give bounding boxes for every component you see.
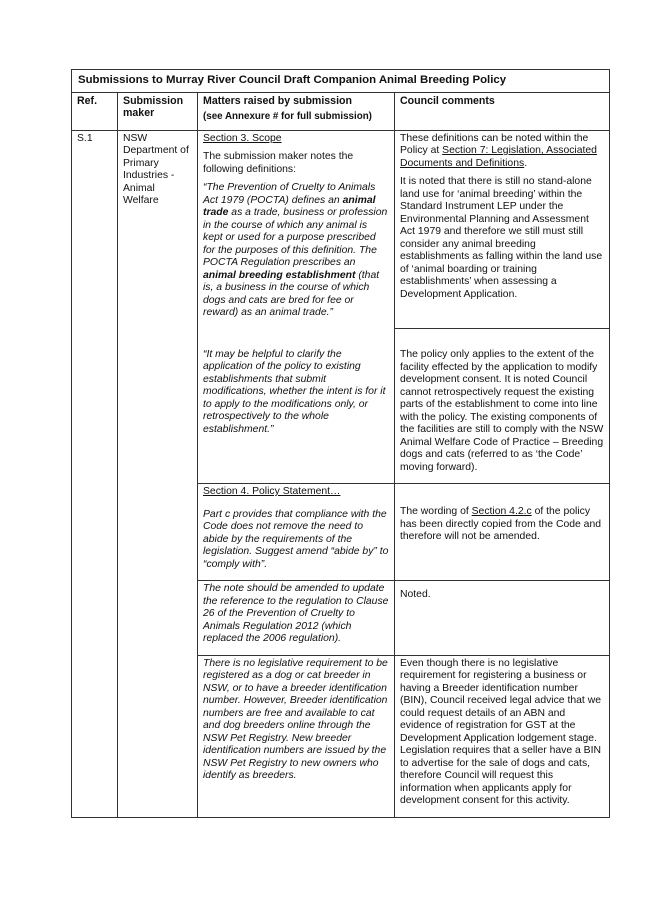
submissions-table [71,69,610,818]
header-matters [198,92,395,130]
header-council-comments: Council comments [395,92,610,130]
comments-cell [395,581,610,656]
matters-cell [198,329,395,484]
header-matters-note: (see Annexure # for full submission) [203,111,372,122]
comment-paragraph: It is noted that there is still no stand-alone land use for ‘animal breeding’ within the Standard Instrument LEP under the Environmental Planning and Assessment Act 1979 and therefore we still must still consider any animal breeding establishments as falling within the land use of ‘animal boarding or training establishments’ when assessing a Development Application. [400,176,603,300]
term-animal-breeding-establishment: animal breeding establishment [203,269,356,281]
table-title: Submissions to Murray River Council Draft Companion Animal Breeding Policy [72,70,610,93]
matters-quote: “It may be helpful to clarify the application of the policy to existing establishments that submit modifications, whether the intent is for it to apply to the modifications only, or retrospectively to the whole establishment.” [203,348,386,435]
matters-text: There is no legislative requirement to be registered as a dog or cat breeder in NSW, or to have a breeder identification number. However, Breeder identification numbers are free and available to cat and dog breeders online through the NSW Pet Registry. New breeder identification numbers are issued by the NSW Pet Registry to new owners who identify as breeders. [203,657,388,781]
section-reference: Section 7: Legislation, Associated Documents and Definitions [400,145,597,169]
matters-text: The note should be amended to update the reference to the regulation to Clause 26 of the Prevention of Cruelty to Animals Regulation 2012 (which replaced the 2006 regulation). [203,583,389,644]
table-row [72,130,610,329]
comment-paragraph: These definitions can be noted within the Policy at Section 7: Legislation, Associated Documents and Definitions. [400,132,597,169]
header-matters-label: Matters raised by submission [203,94,352,107]
matters-quote: “The Prevention of Cruelty to Animals Act 1979 (POCTA) defines an animal trade as a trade, business or profession in the course of which any animal is kept or used for a purpose prescribed for the purposes of this definition. The POCTA Regulation prescribes an animal breeding establishment (that is, a business in the course of which dogs and cats are bred for fee or reward) as an animal trade.” [203,182,388,318]
comments-cell [395,329,610,484]
matters-cell [198,581,395,656]
header-submission-maker: Submission maker [118,92,198,130]
comments-cell [395,484,610,581]
comment-paragraph: The wording of Section 4.2.c of the policy has been directly copied from the Code and therefore will not be amended. [400,506,602,542]
section-heading: Section 4. Policy Statement… [203,486,341,497]
section-reference: Section 4.2.c [471,506,532,517]
comment-paragraph: Even though there is no legislative requirement for registering a business or having a Breeder identification number (BIN), Council received legal advice that we could request details of an ABN and evidence of registration for GST at the Development Application lodgement stage. Legislation requires that a seller have a BIN to advertise for the sale of dogs and cats, therefore Council will request this information when applicants apply for development consent for this activity. [400,657,601,806]
header-ref: Ref. [72,92,118,130]
term-animal-trade: animal trade [203,194,376,218]
ref-cell: S.1 [72,130,118,817]
comment-paragraph: Noted. [400,589,431,600]
comments-cell [395,655,610,817]
matters-cell [198,484,395,581]
matters-cell [198,130,395,329]
comments-cell [395,130,610,329]
matters-intro: The submission maker notes the following definitions: [203,151,354,175]
matters-cell [198,655,395,817]
section-heading: Section 3. Scope [203,132,282,144]
matters-text: Part c provides that compliance with the Code does not remove the need to abide by the requirements of the legislation. Suggest amend “abide by” to “comply with”. [203,508,389,570]
comment-paragraph: The policy only applies to the extent of the facility effected by the application to modify development consent. It is noted Council cannot retrospectively request the existing parts of the establishment to come into line with the policy. The existing components of the facilities are still to comply with the NSW Animal Welfare Code of Practice – Breeding dogs and cats (referred to as ‘the Code’ moving forward). [400,349,604,473]
submission-maker-cell: NSW Department of Primary Industries - Animal Welfare [118,130,198,817]
